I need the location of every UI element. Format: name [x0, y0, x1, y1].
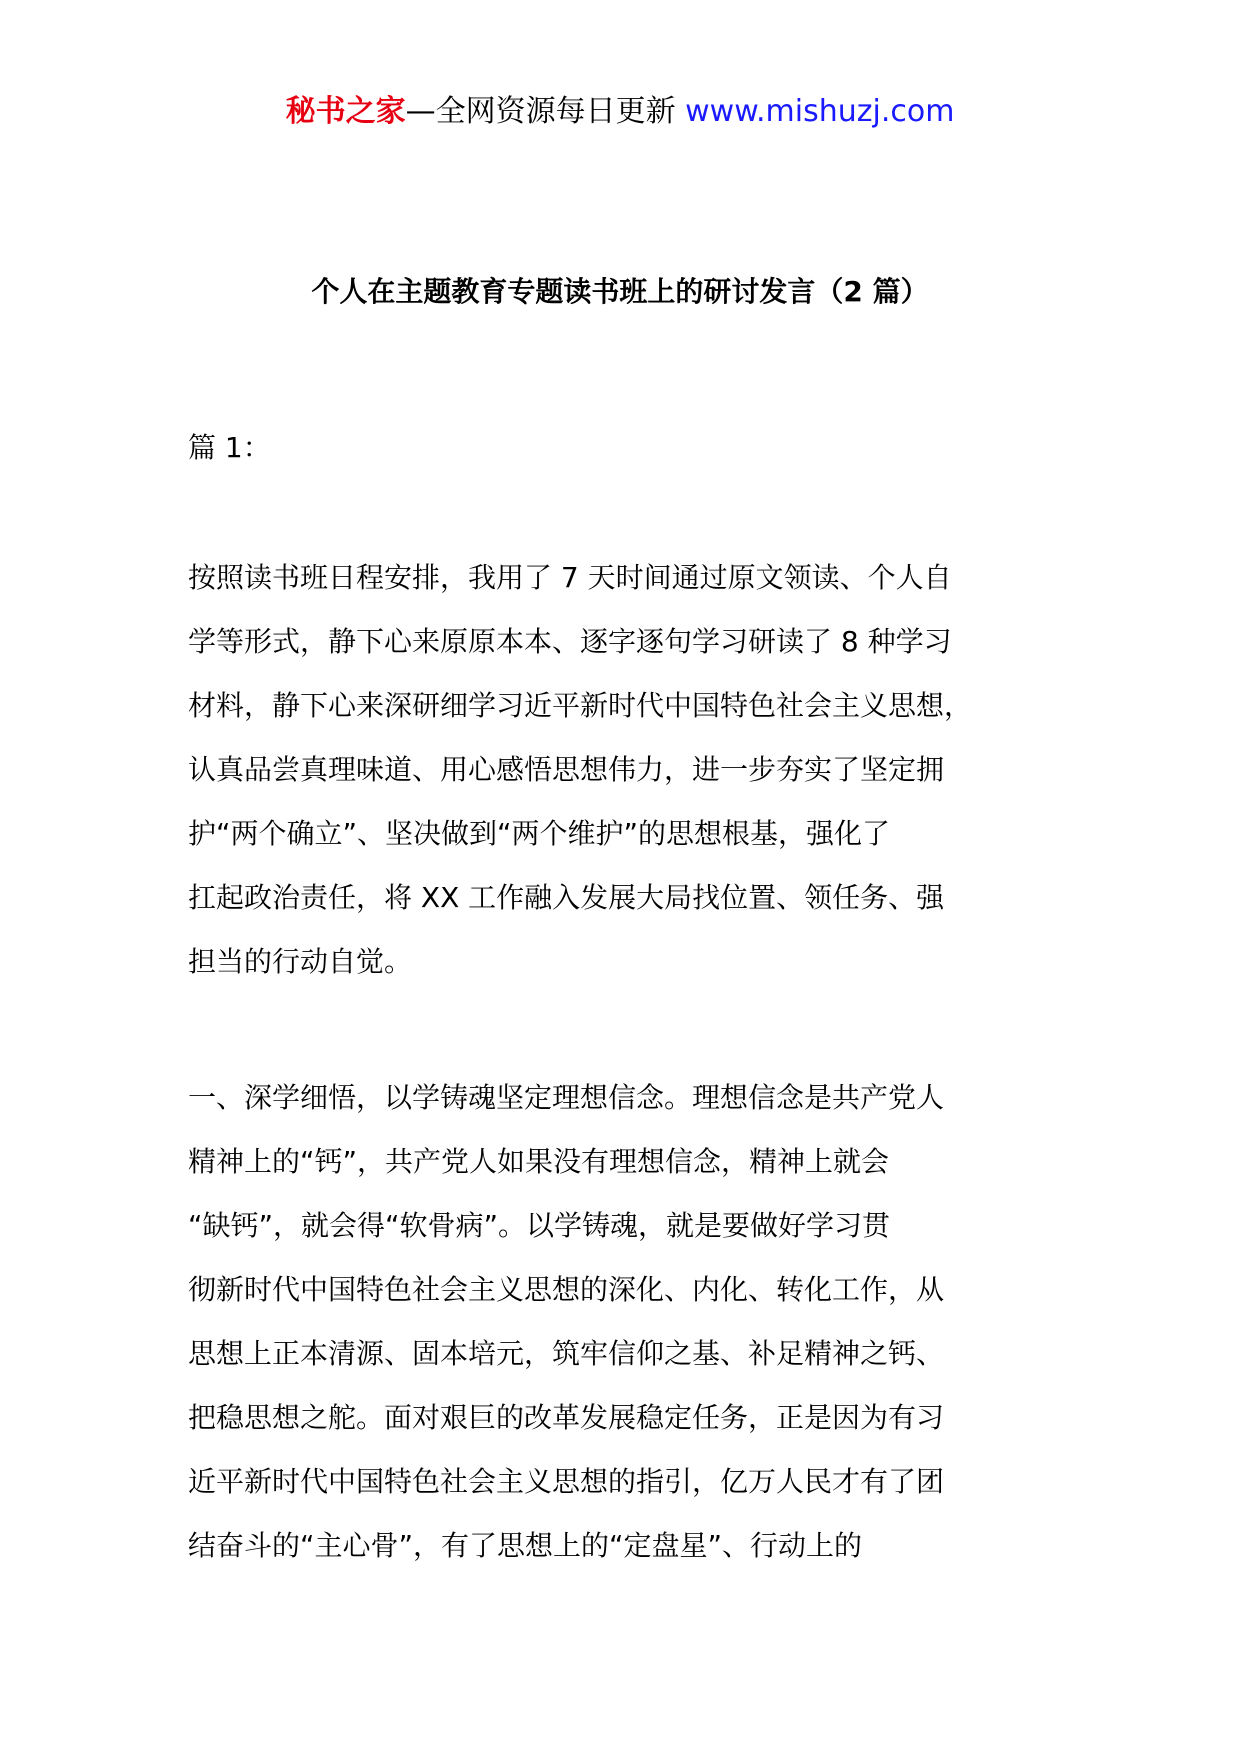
paragraph-line: 精神上的“钙”，共产党人如果没有理想信念，精神上就会: [188, 1145, 890, 1178]
paragraph-line: 一、深学细悟，以学铸魂坚定理想信念。理想信念是共产党人: [188, 1081, 945, 1114]
brand-name: 秘书之家: [285, 94, 406, 129]
site-header: [0, 92, 1240, 132]
header-tagline: —全网资源每日更新: [405, 94, 686, 129]
paragraph-line: 护“两个确立”、坚决做到“两个维护”的思想根基，强化了: [188, 817, 891, 850]
paragraph-line: 把稳思想之舵。面对艰巨的改革发展稳定任务，正是因为有习: [188, 1401, 945, 1434]
paragraph-line: 学等形式，静下心来原原本本、逐字逐句学习研读了 8 种学习: [188, 625, 952, 658]
paragraph-line: 思想上正本清源、固本培元，筑牢信仰之基、补足精神之钙、: [188, 1337, 945, 1370]
paragraph-intro: [188, 546, 1088, 994]
paragraph-section-one: [188, 1066, 1088, 1578]
section-label: 篇 1：: [188, 431, 271, 464]
paragraph-line: 近平新时代中国特色社会主义思想的指引，亿万人民才有了团: [188, 1465, 945, 1498]
paragraph-line: 结奋斗的“主心骨”，有了思想上的“定盘星”、行动上的: [188, 1529, 863, 1562]
site-url-link[interactable]: www.mishuzj.com: [685, 94, 955, 129]
paragraph-line: 彻新时代中国特色社会主义思想的深化、内化、转化工作，从: [188, 1273, 945, 1306]
paragraph-line: 扛起政治责任，将 XX 工作融入发展大局找位置、领任务、强: [188, 881, 945, 914]
document-title: 个人在主题教育专题读书班上的研讨发言（2 篇）: [311, 275, 929, 308]
paragraph-line: 材料，静下心来深研细学习近平新时代中国特色社会主义思想，: [188, 689, 973, 722]
paragraph-line: 担当的行动自觉。: [188, 945, 413, 978]
paragraph-line: “缺钙”，就会得“软骨病”。以学铸魂，就是要做好学习贯: [188, 1209, 891, 1242]
paragraph-line: 认真品尝真理味道、用心感悟思想伟力，进一步夯实了坚定拥: [188, 753, 945, 786]
paragraph-line: 按照读书班日程安排，我用了 7 天时间通过原文领读、个人自: [188, 561, 952, 594]
